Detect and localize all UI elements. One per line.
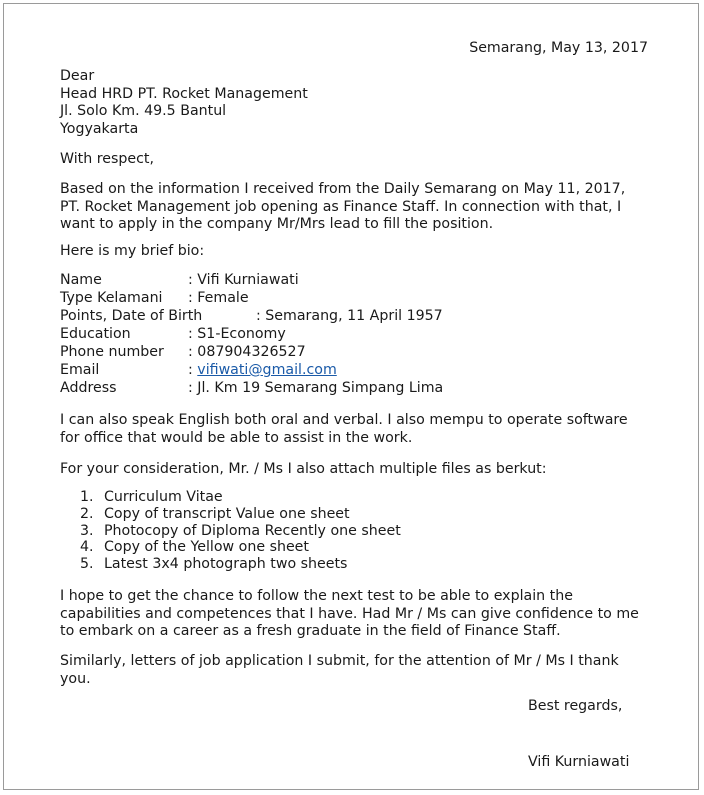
paragraph-line: you. <box>60 670 91 687</box>
list-item <box>60 539 648 556</box>
list-number: 2. <box>80 505 94 522</box>
list-text: Copy of the Yellow one sheet <box>104 539 309 556</box>
bio-row-email <box>60 362 648 380</box>
bio-value: : Semarang, 11 April 1957 <box>256 308 443 324</box>
bio-label: Email <box>60 362 100 378</box>
bio-row-name <box>60 272 648 290</box>
bio-row-education <box>60 326 648 344</box>
list-item <box>60 489 648 506</box>
bio-value: : 087904326527 <box>188 344 306 360</box>
bio-label: Education <box>60 326 131 342</box>
paragraph-line: Similarly, letters of job application I submit, for the attention of Mr / Ms I thank <box>60 653 619 669</box>
list-item <box>60 556 648 573</box>
list-number: 5. <box>80 556 94 573</box>
paragraph-line: PT. Rocket Management job opening as Finance Staff. In connection with that, I <box>60 198 622 215</box>
list-text: Curriculum Vitae <box>104 489 223 505</box>
bio-row-birth <box>60 308 648 326</box>
paragraph-line: want to apply in the company Mr/Mrs lead to fill the position. <box>60 216 494 232</box>
paragraph-line: to embark on a career as a fresh graduate in the field of Finance Staff. <box>60 623 561 639</box>
bio-row-address <box>60 380 648 398</box>
bio-value: : S1-Economy <box>188 326 286 342</box>
bio-label: Points, Date of Birth <box>60 308 203 324</box>
greeting: With respect, <box>60 151 154 167</box>
email-prefix: : <box>188 362 198 378</box>
bio-label: Type Kelamani <box>60 290 163 306</box>
recipient-line: Head HRD PT. Rocket Management <box>60 85 308 102</box>
bio-value: : Jl. Km 19 Semarang Simpang Lima <box>188 380 444 396</box>
email-link[interactable]: vifiwati@gmail.com <box>197 362 337 378</box>
paragraph-line: Based on the information I received from the Daily Semarang on May 11, 2017, <box>60 181 626 197</box>
bio-row-phone <box>60 344 648 362</box>
bio-heading: Here is my brief bio: <box>60 243 205 259</box>
paragraph-line: capabilities and competences that I have. Had Mr / Ms can give confidence to me <box>60 605 639 622</box>
bio-label: Phone number <box>60 344 164 360</box>
intro-paragraph <box>60 181 648 234</box>
list-text: Copy of transcript Value one sheet <box>104 505 350 522</box>
list-item <box>60 523 648 540</box>
paragraph-line: for office that would be able to assist in the work. <box>60 429 413 446</box>
skills-paragraph <box>60 412 648 447</box>
list-number: 3. <box>80 522 94 539</box>
document-frame <box>3 3 699 790</box>
letter-date: Semarang, May 13, 2017 <box>469 40 648 56</box>
attachments-intro: For your consideration, Mr. / Ms I also attach multiple files as berkut: <box>60 461 547 477</box>
recipient-line: Dear <box>60 68 95 84</box>
paragraph-line: I hope to get the chance to follow the next test to be able to explain the <box>60 588 573 604</box>
bio-table <box>60 272 648 398</box>
bio-row-gender <box>60 290 648 308</box>
recipient-address <box>60 68 648 138</box>
list-number: 1. <box>80 489 94 505</box>
bio-value: : Female <box>188 290 249 306</box>
signature-name: Vifi Kurniawati <box>528 754 630 770</box>
paragraph-line: I can also speak English both oral and verbal. I also mempu to operate software <box>60 412 628 428</box>
bio-value: : Vifi Kurniawati <box>188 272 299 288</box>
list-item <box>60 506 648 523</box>
list-text: Latest 3x4 photograph two sheets <box>104 556 348 573</box>
recipient-line: Yogyakarta <box>60 120 139 137</box>
bio-label: Address <box>60 380 117 396</box>
list-number: 4. <box>80 539 94 556</box>
hope-paragraph <box>60 588 648 641</box>
bio-label: Name <box>60 272 102 288</box>
attachments-list <box>60 489 648 573</box>
closing-paragraph <box>60 653 648 688</box>
bio-value <box>188 362 337 380</box>
closing-salutation: Best regards, <box>528 698 623 714</box>
recipient-line: Jl. Solo Km. 49.5 Bantul <box>60 103 227 119</box>
list-text: Photocopy of Diploma Recently one sheet <box>104 522 401 539</box>
